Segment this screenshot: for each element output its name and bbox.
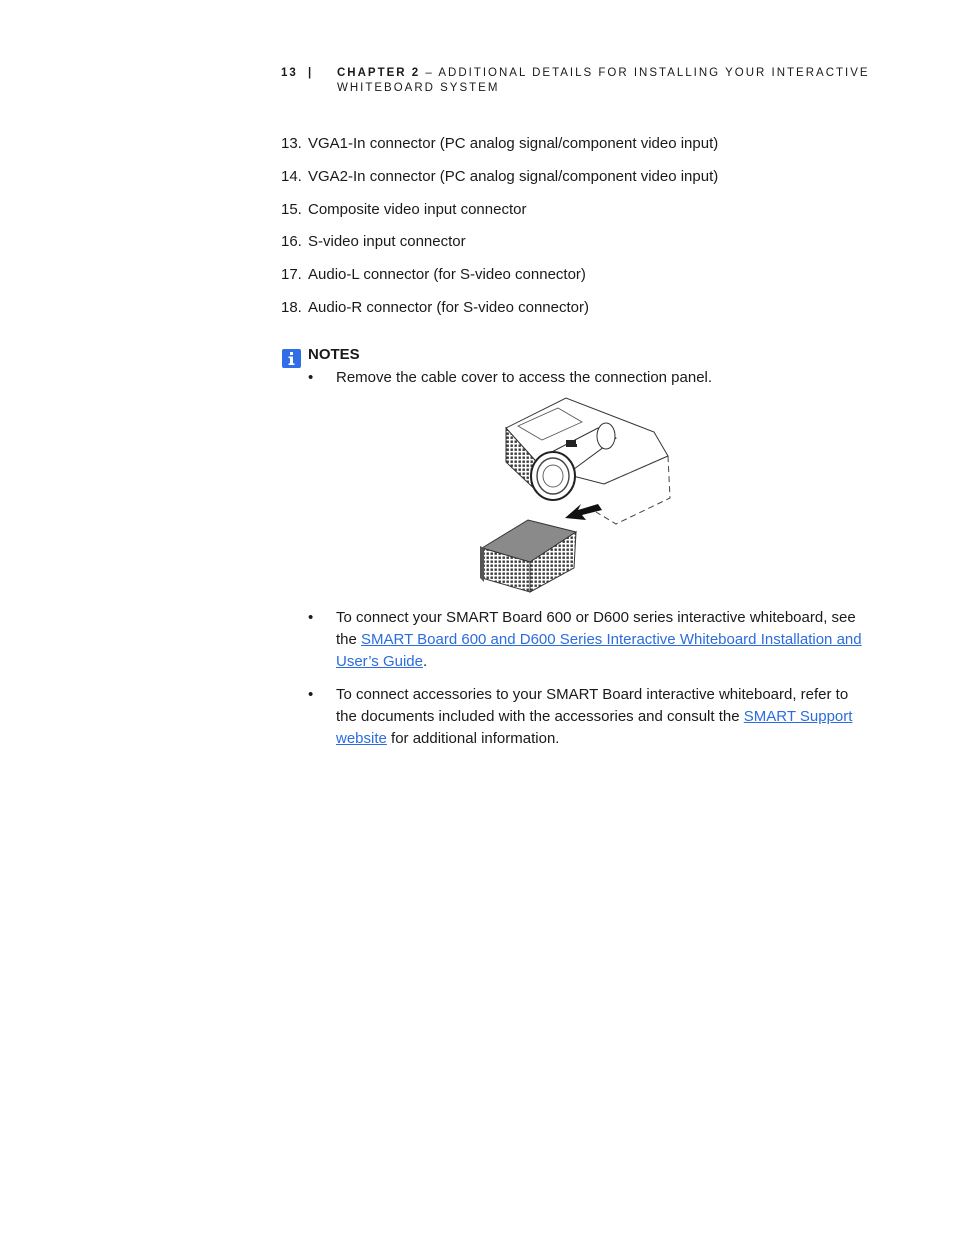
smart-support-link[interactable]: SMART Support website [336,708,853,747]
list-item [281,232,881,265]
note-text [336,684,866,750]
note-text-part: To connect accessories to your SMART Board interactive whiteboard, refer to the documents included with the accessories and consult the [336,686,849,725]
header-separator: | [308,67,314,79]
list-item-number: 16. [281,233,302,251]
list-item [281,200,881,233]
bullet-icon: • [308,609,314,626]
installation-guide-link[interactable]: SMART Board 600 and D600 Series Interactive Whiteboard Installation and User’s Guide [336,631,862,670]
info-icon [282,349,301,368]
chapter-label: CHAPTER 2 [337,67,421,79]
chapter-title [337,66,877,96]
chapter-name: – ADDITIONAL DETAILS FOR INSTALLING YOUR INTERACTIVE WHITEBOARD SYSTEM [337,67,870,94]
projector-cable-cover-illustration [470,392,680,602]
list-item [281,298,881,331]
list-item [281,167,881,200]
list-item-number: 18. [281,298,302,316]
list-item-text: Composite video input connector [308,200,527,218]
note-text-part: To connect your SMART Board 600 or D600 series interactive whiteboard, see the [336,609,856,648]
note-text-part: . [422,653,428,670]
notes-title: NOTES [308,346,360,363]
list-item-number: 17. [281,266,302,284]
list-item-text: Audio-R connector (for S-video connector) [308,298,589,316]
list-item-text: VGA2-In connector (PC analog signal/component video input) [308,167,719,185]
bullet-icon: • [308,369,314,386]
bullet-icon: • [308,686,314,703]
list-item-text: S-video input connector [308,233,466,251]
list-item-number: 13. [281,135,302,152]
list-item-text: VGA1-In connector (PC analog signal/component video input) [308,135,719,152]
note-text: Remove the cable cover to access the connection panel. [336,369,713,386]
list-item [281,134,881,167]
list-item [281,265,881,298]
note-text [336,607,866,673]
list-item-number: 14. [281,167,302,185]
list-item-number: 15. [281,200,302,218]
page-number: 13 [281,67,298,79]
list-item-text: Audio-L connector (for S-video connector) [308,266,586,284]
connector-list [281,134,881,331]
note-text-part: for additional information. [386,730,560,747]
